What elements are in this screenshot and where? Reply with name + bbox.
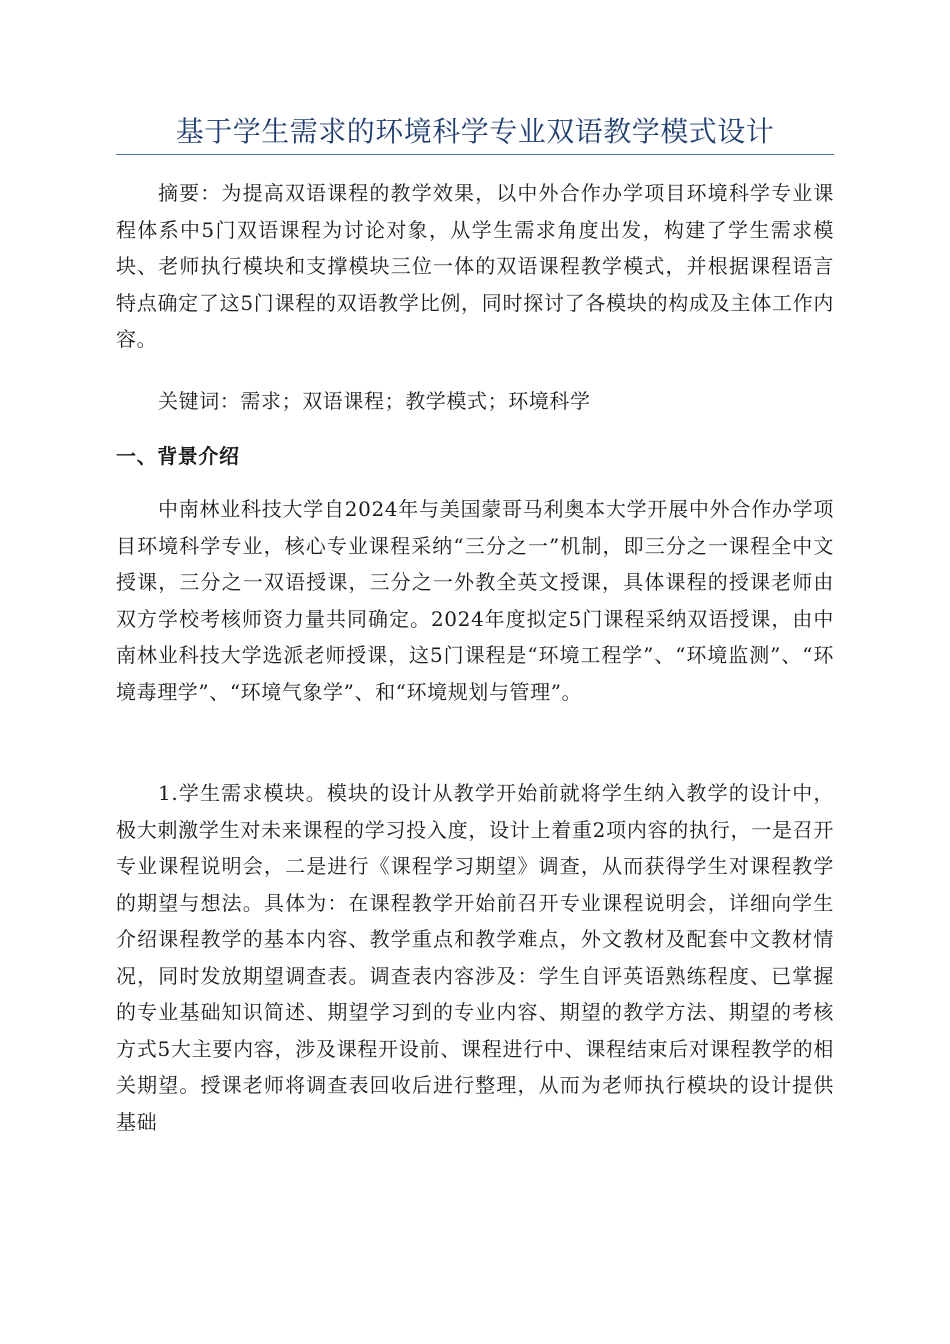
student-needs-module-paragraph: 1.学生需求模块。模块的设计从教学开始前就将学生纳入教学的设计中，极大刺激学生对未来课程的学习投入度，设计上着重2项内容的执行，一是召开专业课程说明会，二是进行《课程学习期望》调查，从而获得学生对课程教学的期望与想法。具体为：在课程教学开始前召开专业课程说明会，详细向学生介绍课程教学的基本内容、教学重点和教学难点，外文教材及配套中文教材情况，同时发放期望调查表。调查表内容涉及：学生自评英语熟练程度、已掌握的专业基础知识简述、期望学习到的专业内容、期望的教学方法、期望的考核方式5大主要内容，涉及课程开设前、课程进行中、课程结束后对课程教学的相关期望。授课老师将调查表回收后进行整理，从而为老师执行模块的设计提供基础 (116, 781, 834, 1134)
intro-paragraph: 中南林业科技大学自2024年与美国蒙哥马利奥本大学开展中外合作办学项目环境科学专业，核心专业课程采纳“三分之一”机制，即三分之一课程全中文授课，三分之一双语授课，三分之一外教全英文授课，具体课程的授课老师由双方学校考核师资力量共同确定。2024年度拟定5门课程采纳双语授课，由中南林业科技大学选派老师授课，这5门课程是“环境工程学”、“环境监测”、“环境毒理学”、“环境气象学”、和“环境规划与管理”。 (116, 497, 834, 704)
abstract-paragraph: 摘要：为提高双语课程的教学效果，以中外合作办学项目环境科学专业课程体系中5门双语课程为讨论对象，从学生需求角度出发，构建了学生需求模块、老师执行模块和支撑模块三位一体的双语课程教学模式，并根据课程语言特点确定了这5门课程的双语教学比例，同时探讨了各模块的构成及主体工作内容。 (116, 181, 834, 351)
keywords-line: 关键词：需求；双语课程；教学模式；环境科学 (158, 389, 591, 413)
section-heading-background: 一、背景介绍 (116, 444, 240, 468)
document-title: 基于学生需求的环境科学专业双语教学模式设计 (175, 115, 775, 148)
title-underline-rule (116, 154, 834, 155)
